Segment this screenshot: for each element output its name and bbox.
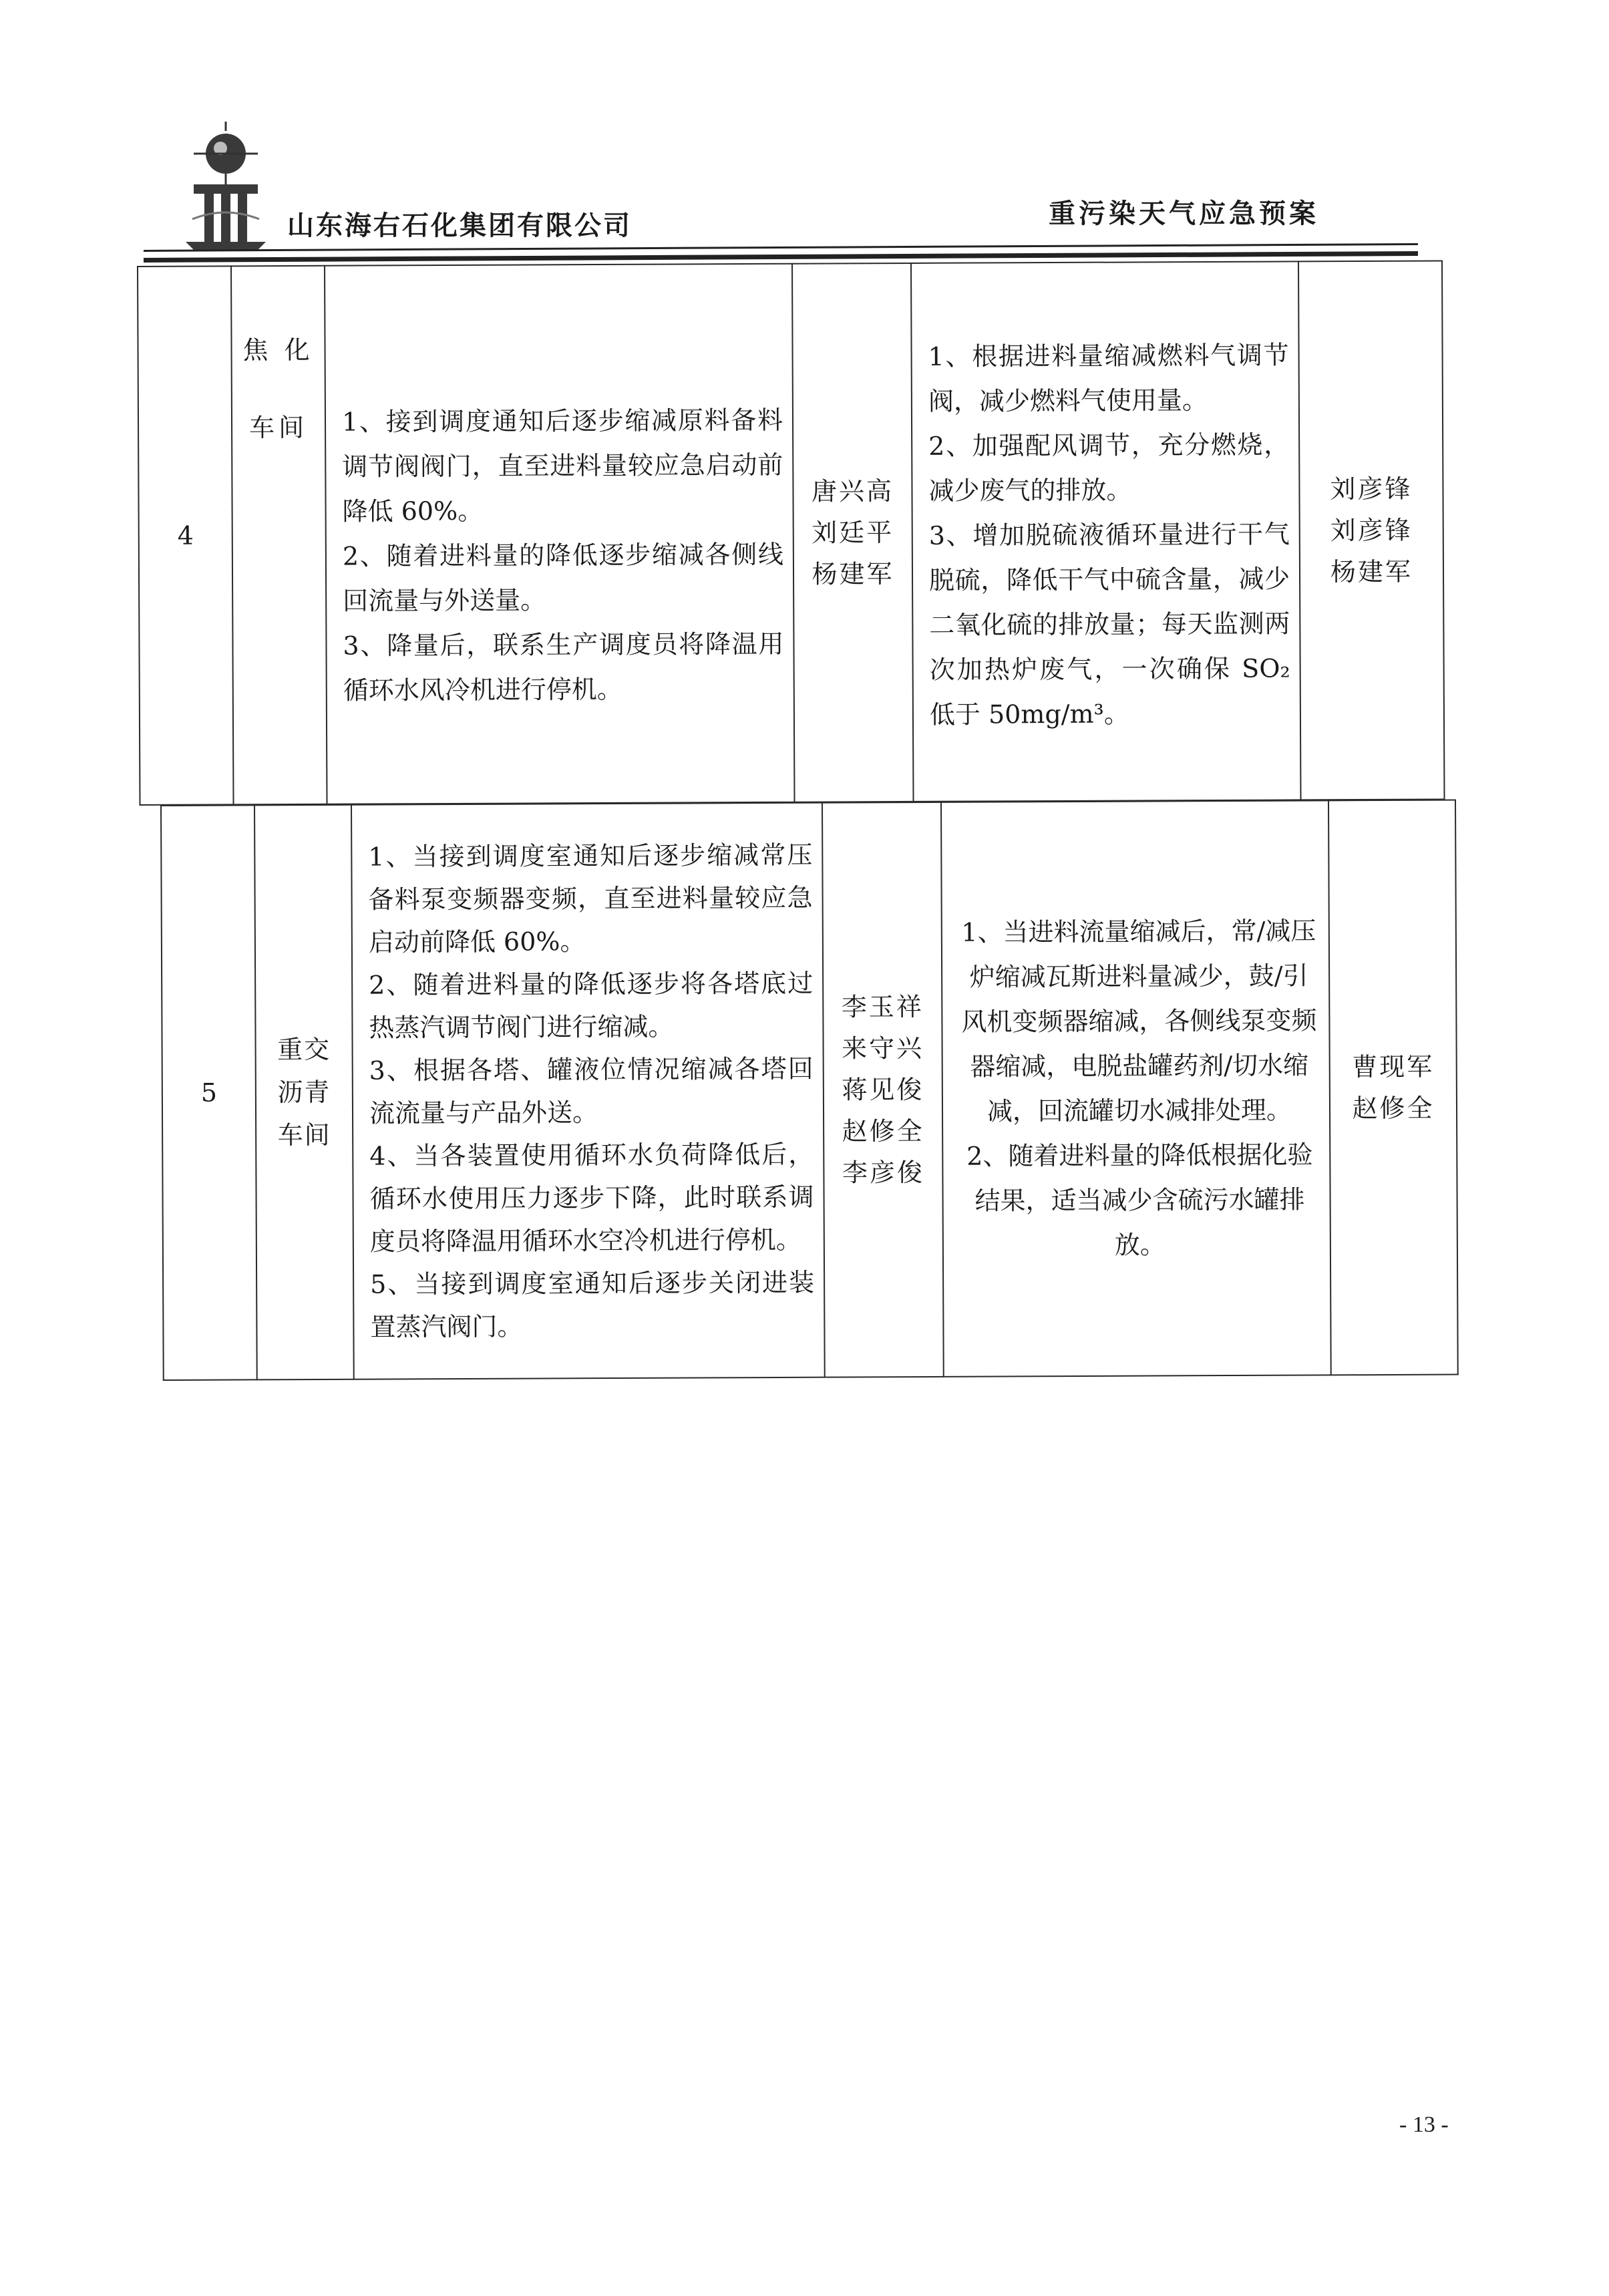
header-rule-thin <box>144 243 1418 252</box>
row-number: 4 <box>138 266 234 805</box>
supervisors: 曹现军 赵修全 <box>1328 800 1458 1375</box>
workshop-name: 重交 沥青 车间 <box>254 805 354 1380</box>
emission-measures: 1、当进料流量缩减后，常/减压炉缩减瓦斯进料量减少，鼓/引风机变频器缩减，各侧线泵变频器缩减，电脱盐罐药剂/切水缩减，回流罐切水减排处理。 2、随着进料量的降低根据化验结果，适当减少含硫污水罐排放。 <box>941 800 1331 1377</box>
response-steps: 1、接到调度通知后逐步缩减原料备料调节阀阀门，直至进料量较应急启动前降低 60%。 2、随着进料量的降低逐步缩减各侧线回流量与外送量。 3、降量后，联系生产调度员将降温用循环水风冷机进行停机。 <box>325 264 795 804</box>
workshop-name: 焦 化 车间 <box>231 266 327 805</box>
responsible-persons: 唐兴高 刘廷平 杨建军 <box>792 263 914 802</box>
row-number: 5 <box>161 805 257 1380</box>
company-name: 山东海右石化集团有限公司 <box>287 210 632 241</box>
response-steps: 1、当接到调度室通知后逐步缩减常压备料泵变频器变频，直至进料量较应急启动前降低 60%。 2、随着进料量的降低逐步将各塔底过热蒸汽调节阀门进行缩减。 3、根据各塔、罐液位情况缩减各塔回流流量与产品外送。 4、当各装置使用循环水负荷降低后，循环水使用压力逐步下降，此时联系调度员将降温用循环水空冷机进行停机。 5、当接到调度室通知后逐步关闭进装置蒸汽阀门。 <box>351 803 825 1379</box>
plan-table-row-5 <box>160 800 1459 1381</box>
table-row <box>138 261 1444 805</box>
company-logo-icon <box>179 119 273 253</box>
plan-table-row-4 <box>137 260 1445 806</box>
emission-measures: 1、根据进料量缩减燃料气调节阀，减少燃料气使用量。 2、加强配风调节，充分燃烧，减少废气的排放。 3、增加脱硫液循环量进行干气脱硫，降低干气中硫含量，减少二氧化硫的排放量；每天监测两次加热炉废气，一次确保 SO₂低于 50mg/m³。 <box>911 261 1301 802</box>
table-row <box>161 800 1458 1380</box>
page-number: - 13 - <box>1399 2112 1449 2137</box>
document-title: 重污染天气应急预案 <box>1049 198 1319 229</box>
supervisors: 刘彦锋 刘彦锋 杨建军 <box>1298 261 1445 800</box>
responsible-persons: 李玉祥 来守兴 蒋见俊 赵修全 李彦俊 <box>822 802 944 1377</box>
